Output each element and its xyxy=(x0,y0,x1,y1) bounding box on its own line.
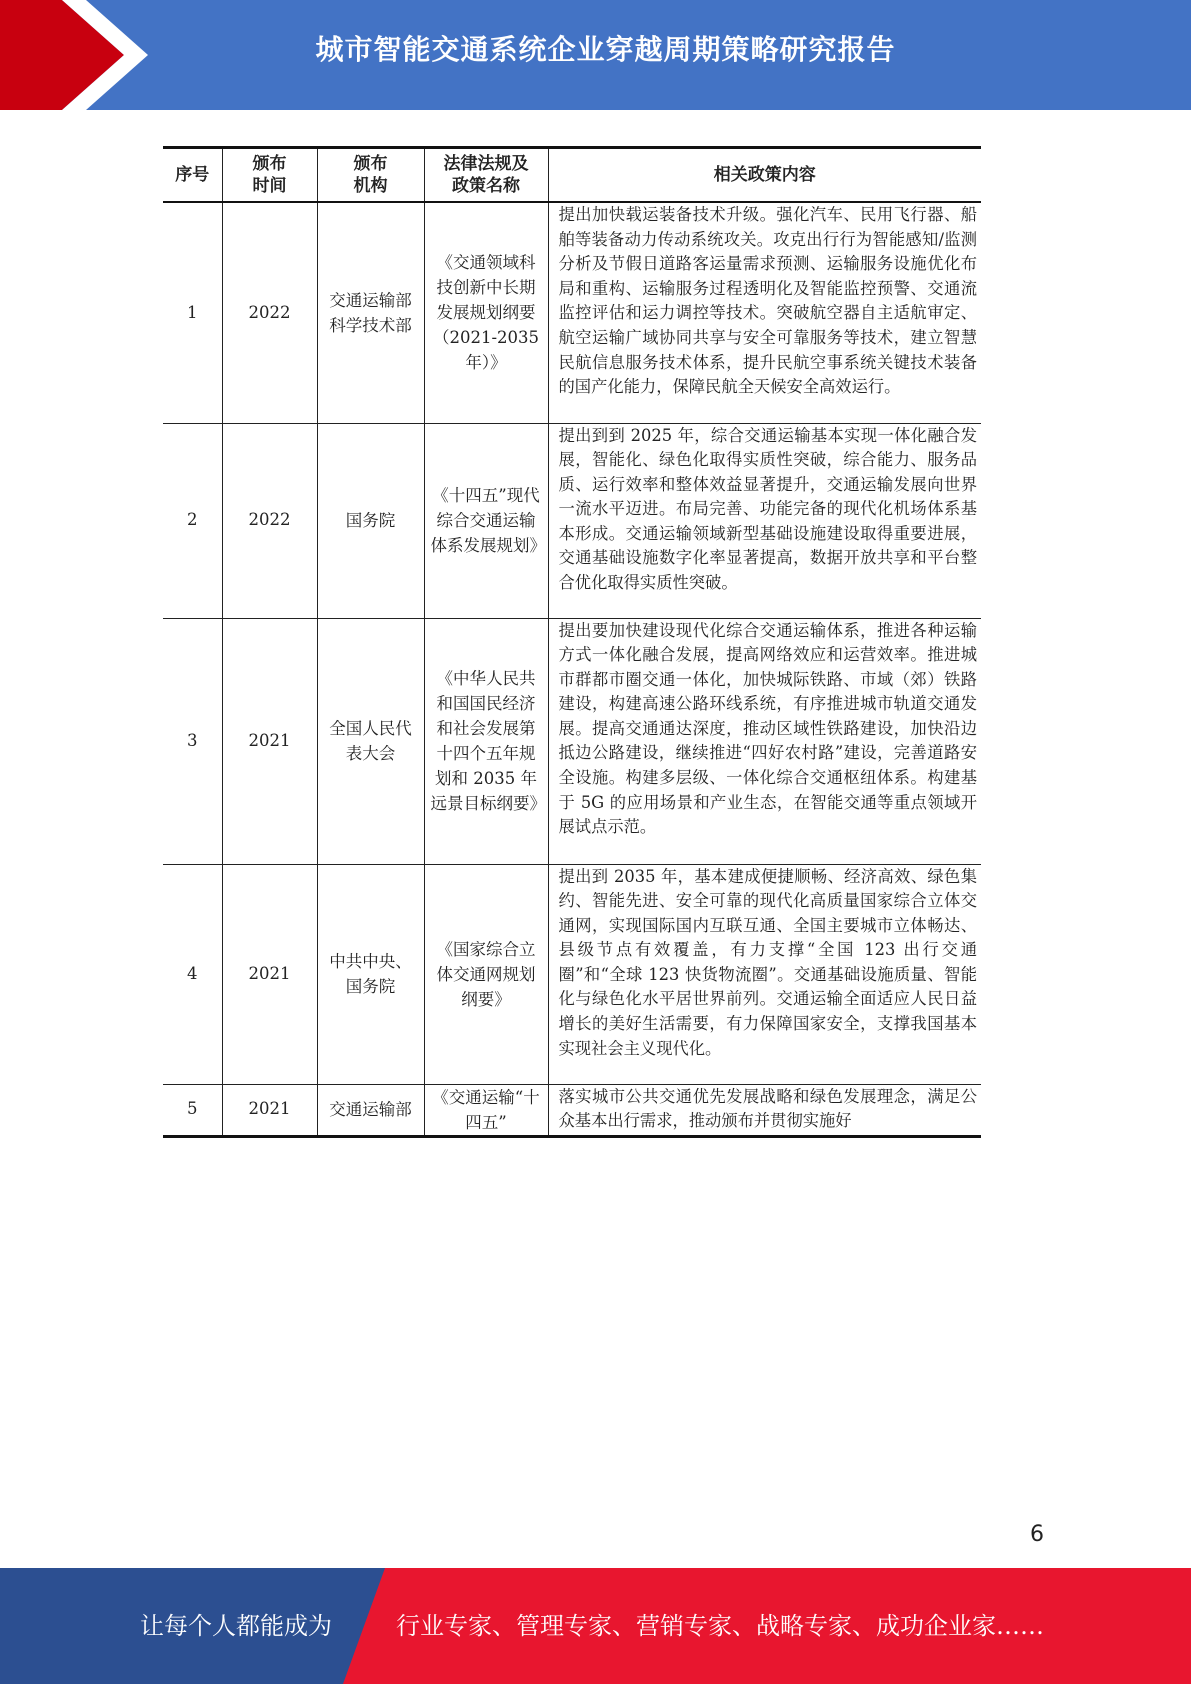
row-index: 2 xyxy=(163,423,222,618)
row-content: 提出到到 2025 年，综合交通运输基本实现一体化融合发展，智能化、绿色化取得实质性突破，综合能力、服务品质、运行效率和整体效益显著提升，交通运输发展向世界一流水平迈进。布局完善、功能完备的现代化机场体系基本形成。交通运输领域新型基础设施建设取得重要进展，交通基础设施数字化率显著提高，数据开放共享和平台整合优化取得实质性突破。 xyxy=(548,423,981,618)
row-policy-name: 《交通领域科技创新中长期发展规划纲要（2021-2035年）》 xyxy=(424,202,548,423)
row-org: 全国人民代表大会 xyxy=(317,618,424,864)
report-title: 城市智能交通系统企业穿越周期策略研究报告 xyxy=(315,33,896,66)
page-number: 6 xyxy=(1030,1522,1044,1547)
row-index: 4 xyxy=(163,864,222,1084)
table-row xyxy=(163,864,981,1084)
table-header-row xyxy=(163,148,981,203)
row-content: 提出加快载运装备技术升级。强化汽车、民用飞行器、船舶等装备动力传动系统攻关。攻克出行行为智能感知/监测分析及节假日道路客运量需求预测、运输服务设施优化布局和重构、运输服务过程透明化及智能监控预警、交通流监控评估和运力调控等技术。突破航空器自主适航审定、航空运输广域协同共享与安全可靠服务等技术，建立智慧民航信息服务技术体系，提升民航空事系统关键技术装备的国产化能力，保障民航全天候安全高效运行。 xyxy=(548,202,981,423)
policy-table xyxy=(163,146,981,1138)
table-row xyxy=(163,1084,981,1136)
row-content: 落实城市公共交通优先发展战略和绿色发展理念，满足公众基本出行需求，推动颁布并贯彻实施好 xyxy=(548,1084,981,1136)
header-index: 序号 xyxy=(163,148,222,203)
row-org: 交通运输部 xyxy=(317,1084,424,1136)
row-year: 2021 xyxy=(222,864,317,1084)
row-index: 5 xyxy=(163,1084,222,1136)
footer-slogan-right: 行业专家、管理专家、营销专家、战略专家、成功企业家…… xyxy=(396,1612,1044,1640)
header-name: 法律法规及 政策名称 xyxy=(424,148,548,203)
row-index: 1 xyxy=(163,202,222,423)
row-year: 2022 xyxy=(222,423,317,618)
row-index: 3 xyxy=(163,618,222,864)
header-time: 颁布 时间 xyxy=(222,148,317,203)
header-org: 颁布 机构 xyxy=(317,148,424,203)
row-year: 2022 xyxy=(222,202,317,423)
row-policy-name: 《中华人民共和国国民经济和社会发展第十四个五年规划和 2035 年远景目标纲要》 xyxy=(424,618,548,864)
row-policy-name: 《交通运输“十四五” xyxy=(424,1084,548,1136)
table-row xyxy=(163,618,981,864)
table-row xyxy=(163,423,981,618)
row-org: 国务院 xyxy=(317,423,424,618)
row-year: 2021 xyxy=(222,1084,317,1136)
table-row xyxy=(163,202,981,423)
row-content: 提出要加快建设现代化综合交通运输体系，推进各种运输方式一体化融合发展，提高网络效应和运营效率。推进城市群都市圈交通一体化，加快城际铁路、市域（郊）铁路建设，构建高速公路环线系统，有序推进城市轨道交通发展。提高交通通达深度，推动区域性铁路建设，加快沿边抵边公路建设，继续推进“四好农村路”建设，完善道路安全设施。构建多层级、一体化综合交通枢纽体系。构建基于 5G 的应用场景和产业生态，在智能交通等重点领域开展试点示范。 xyxy=(548,618,981,864)
row-policy-name: 《国家综合立体交通网规划纲要》 xyxy=(424,864,548,1084)
row-policy-name: 《十四五”现代综合交通运输体系发展规划》 xyxy=(424,423,548,618)
header-content: 相关政策内容 xyxy=(548,148,981,203)
row-org: 中共中央、国务院 xyxy=(317,864,424,1084)
page-footer xyxy=(0,1568,1191,1684)
row-year: 2021 xyxy=(222,618,317,864)
row-org: 交通运输部 科学技术部 xyxy=(317,202,424,423)
row-content: 提出到 2035 年，基本建成便捷顺畅、经济高效、绿色集约、智能先进、安全可靠的现代化高质量国家综合立体交通网，实现国际国内互联互通、全国主要城市立体畅达、县级节点有效覆盖，有力支撑“全国 123 出行交通圈”和“全球 123 快货物流圈”。交通基础设施质量、智能化与绿色化水平居世界前列。交通运输全面适应人民日益增长的美好生活需要，有力保障国家安全，支撑我国基本实现社会主义现代化。 xyxy=(548,864,981,1084)
page-header xyxy=(0,0,1191,110)
footer-slogan-left: 让每个人都能成为 xyxy=(140,1612,332,1640)
